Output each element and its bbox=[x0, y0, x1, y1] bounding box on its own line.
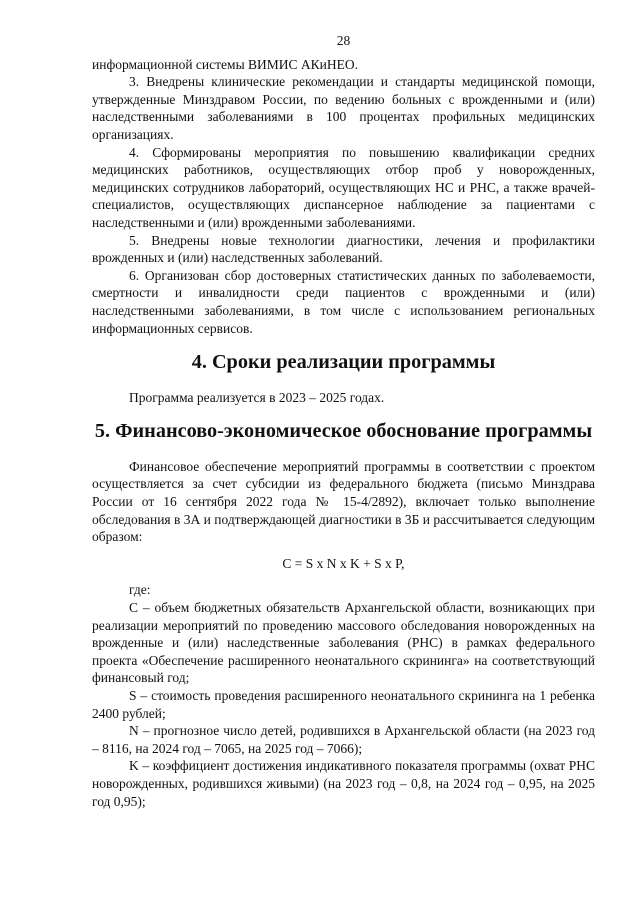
section-5-intro: Финансовое обеспечение мероприятий программы в соответствии с проектом осуществляется за счет субсидии из федерального бюджета (письмо Минздрава России от 16 сентября 2022 года № 15-4/2892), включает только выполнение обследования в 3А и подтверждающей диагностики в 3Б и рассчитывается следующим образом: bbox=[92, 458, 595, 545]
definition-s: S – стоимость проведения расширенного неонатального скрининга на 1 ребенка 2400 рублей; bbox=[92, 688, 595, 721]
result-item-5: 5. Внедрены новые технологии диагностики, лечения и профилактики врожденных и (или) наследственных заболеваний. bbox=[92, 232, 595, 266]
definition-n: N – прогнозное число детей, родившихся в Архангельской области (на 2023 год – 8116, на 2024 год – 7065, на 2025 год – 7066); bbox=[92, 723, 595, 756]
spacer bbox=[92, 546, 595, 555]
intro-line: информационной системы ВИМИС АКиНЕО. bbox=[92, 56, 359, 72]
result-item-4: 4. Сформированы мероприятия по повышению квалификации средних медицинских работников, осуществляющих отбор проб у новорожденных, медицинских сотрудников лабораторий, осуществляющих НС и РНС, а также врачей-специалистов, осуществляющих диспансерное наблюдение за пациентами с наследственными и (или) врожденными заболеваниями. bbox=[92, 144, 595, 230]
result-item-6: 6. Организован сбор достоверных статистических данных по заболеваемости, смертности и инвалидности среди пациентов с врожденными и (или) наследственными заболеваниями, в том числе с использованием региональных информационных сервисов. bbox=[92, 267, 595, 336]
result-item-3: 3. Внедрены клинические рекомендации и стандарты медицинской помощи, утвержденные Минздравом России, по ведению больных с врожденными и (или) наследственными заболеваниями в 100 процентах профильных медицинских организациях. bbox=[92, 74, 595, 142]
section-5-heading: 5. Финансово-экономическое обоснование программы bbox=[94, 420, 593, 443]
section-4-text: Программа реализуется в 2023 – 2025 годах. bbox=[129, 389, 385, 405]
section-4-heading: 4. Сроки реализации программы bbox=[191, 351, 496, 374]
spacer bbox=[92, 441, 595, 458]
definition-c: С – объем бюджетных обязательств Архангельской области, возникающих при реализации мероприятий по проведению массового обследования новорожденных на врожденные и (или) наследственные заболевания (РНС) в рамках федерального проекта «Обеспечение расширенного неонатального скрининга» на соответствующий финансовый год; bbox=[92, 600, 595, 686]
page-number: 28 bbox=[336, 33, 351, 48]
spacer bbox=[92, 572, 595, 581]
where-label: где: bbox=[129, 582, 151, 598]
definition-k: K – коэффициент достижения индикативного показателя программы (охват РНС новорожденных, родившихся живыми) (на 2023 год – 0,8, на 2024 год – 0,95, на 2025 год 0,95); bbox=[92, 758, 595, 809]
document-page bbox=[92, 32, 595, 810]
spacer bbox=[92, 372, 595, 389]
cost-formula: С = S х N х K + S х P, bbox=[282, 555, 405, 571]
